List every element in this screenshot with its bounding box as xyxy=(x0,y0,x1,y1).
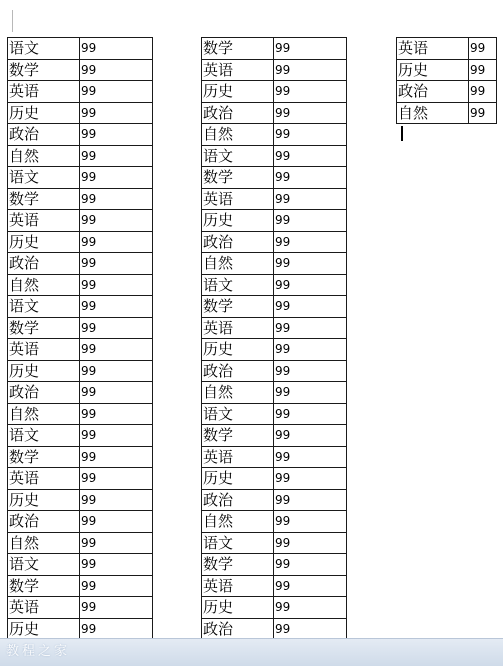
score-cell[interactable]: 99 xyxy=(274,339,347,361)
table-row xyxy=(202,339,347,361)
score-cell[interactable]: 99 xyxy=(274,489,347,511)
score-table-column-2 xyxy=(201,37,347,640)
score-cell[interactable]: 99 xyxy=(80,618,153,640)
subject-cell[interactable]: 政治 xyxy=(202,360,274,382)
score-cell[interactable]: 99 xyxy=(80,38,153,60)
score-cell[interactable]: 99 xyxy=(80,339,153,361)
table-row xyxy=(202,188,347,210)
table-row xyxy=(202,145,347,167)
subject-cell[interactable]: 英语 xyxy=(202,59,274,81)
subject-cell[interactable]: 英语 xyxy=(202,575,274,597)
subject-cell[interactable]: 自然 xyxy=(8,274,80,296)
subject-cell[interactable]: 历史 xyxy=(8,489,80,511)
table-row xyxy=(202,124,347,146)
subject-cell[interactable]: 历史 xyxy=(8,231,80,253)
table-row xyxy=(202,511,347,533)
subject-cell[interactable]: 历史 xyxy=(8,618,80,640)
table-row xyxy=(8,81,153,103)
table-row xyxy=(8,382,153,404)
subject-cell[interactable]: 自然 xyxy=(202,124,274,146)
subject-cell[interactable]: 数学 xyxy=(202,554,274,576)
table-row xyxy=(8,59,153,81)
table-row xyxy=(202,382,347,404)
subject-cell[interactable]: 英语 xyxy=(397,38,469,60)
subject-cell[interactable]: 历史 xyxy=(8,102,80,124)
score-cell[interactable]: 99 xyxy=(274,382,347,404)
score-cell[interactable]: 99 xyxy=(274,145,347,167)
subject-cell[interactable]: 英语 xyxy=(202,446,274,468)
score-cell[interactable]: 99 xyxy=(469,102,497,124)
score-cell[interactable]: 99 xyxy=(469,81,497,103)
table-row xyxy=(8,446,153,468)
subject-cell[interactable]: 数学 xyxy=(202,167,274,189)
table-row xyxy=(8,575,153,597)
subject-cell[interactable]: 语文 xyxy=(202,403,274,425)
subject-cell[interactable]: 历史 xyxy=(202,210,274,232)
subject-cell[interactable]: 语文 xyxy=(202,274,274,296)
score-cell[interactable]: 99 xyxy=(80,468,153,490)
table-row xyxy=(202,618,347,640)
table-row xyxy=(202,554,347,576)
table-row xyxy=(8,274,153,296)
table-row xyxy=(202,102,347,124)
subject-cell[interactable]: 政治 xyxy=(8,511,80,533)
subject-cell[interactable]: 政治 xyxy=(202,231,274,253)
table-row xyxy=(202,274,347,296)
subject-cell[interactable]: 自然 xyxy=(8,532,80,554)
table-row xyxy=(8,253,153,275)
score-cell[interactable]: 99 xyxy=(80,317,153,339)
text-cursor[interactable] xyxy=(401,126,403,141)
table-row xyxy=(8,554,153,576)
window-bottom-bar xyxy=(0,638,503,666)
table-row xyxy=(8,38,153,60)
table-row xyxy=(202,425,347,447)
subject-cell[interactable]: 语文 xyxy=(202,145,274,167)
score-cell[interactable]: 99 xyxy=(274,253,347,275)
score-cell[interactable]: 99 xyxy=(274,296,347,318)
table-row xyxy=(8,511,153,533)
subject-cell[interactable]: 历史 xyxy=(202,597,274,619)
score-cell[interactable]: 99 xyxy=(80,360,153,382)
subject-cell[interactable]: 历史 xyxy=(202,81,274,103)
table-row xyxy=(8,403,153,425)
table-row xyxy=(8,425,153,447)
table-row xyxy=(202,360,347,382)
subject-cell[interactable]: 政治 xyxy=(397,81,469,103)
table-row xyxy=(8,210,153,232)
subject-cell[interactable]: 数学 xyxy=(8,59,80,81)
score-cell[interactable]: 99 xyxy=(274,575,347,597)
score-cell[interactable]: 99 xyxy=(80,188,153,210)
subject-cell[interactable]: 英语 xyxy=(8,468,80,490)
subject-cell[interactable]: 数学 xyxy=(202,425,274,447)
score-cell[interactable]: 99 xyxy=(80,274,153,296)
table-row xyxy=(8,188,153,210)
table-row xyxy=(8,124,153,146)
subject-cell[interactable]: 语文 xyxy=(8,38,80,60)
score-cell[interactable]: 99 xyxy=(274,231,347,253)
table-row xyxy=(8,597,153,619)
table-row xyxy=(202,446,347,468)
subject-cell[interactable]: 数学 xyxy=(202,38,274,60)
score-cell[interactable]: 99 xyxy=(274,188,347,210)
score-cell[interactable]: 99 xyxy=(80,124,153,146)
subject-cell[interactable]: 自然 xyxy=(8,403,80,425)
score-cell[interactable]: 99 xyxy=(80,575,153,597)
score-cell[interactable]: 99 xyxy=(80,511,153,533)
subject-cell[interactable]: 语文 xyxy=(8,425,80,447)
score-cell[interactable]: 99 xyxy=(80,403,153,425)
subject-cell[interactable]: 英语 xyxy=(8,81,80,103)
subject-cell[interactable]: 语文 xyxy=(8,554,80,576)
score-cell[interactable]: 99 xyxy=(274,360,347,382)
table-row xyxy=(202,59,347,81)
subject-cell[interactable]: 历史 xyxy=(202,339,274,361)
score-cell[interactable]: 99 xyxy=(274,446,347,468)
table-row xyxy=(202,489,347,511)
table-row xyxy=(8,231,153,253)
subject-cell[interactable]: 英语 xyxy=(8,339,80,361)
subject-cell[interactable]: 政治 xyxy=(202,489,274,511)
score-table-column-3 xyxy=(396,37,497,124)
table-row xyxy=(202,296,347,318)
subject-cell[interactable]: 数学 xyxy=(8,575,80,597)
score-cell[interactable]: 99 xyxy=(274,618,347,640)
subject-cell[interactable]: 英语 xyxy=(202,188,274,210)
table-row xyxy=(397,102,497,124)
score-cell[interactable]: 99 xyxy=(469,38,497,60)
table-row xyxy=(202,231,347,253)
table-row xyxy=(8,339,153,361)
score-cell[interactable]: 99 xyxy=(274,317,347,339)
score-cell[interactable]: 99 xyxy=(80,145,153,167)
table-row xyxy=(8,468,153,490)
score-cell[interactable]: 99 xyxy=(274,167,347,189)
table-row xyxy=(8,145,153,167)
score-cell[interactable]: 99 xyxy=(274,102,347,124)
watermark-text: 教程之家 xyxy=(6,644,71,659)
subject-cell[interactable]: 政治 xyxy=(202,618,274,640)
score-cell[interactable]: 99 xyxy=(469,59,497,81)
score-cell[interactable]: 99 xyxy=(80,489,153,511)
score-cell[interactable]: 99 xyxy=(80,296,153,318)
score-cell[interactable]: 99 xyxy=(80,382,153,404)
subject-cell[interactable]: 数学 xyxy=(8,446,80,468)
subject-cell[interactable]: 语文 xyxy=(8,167,80,189)
score-cell[interactable]: 99 xyxy=(80,167,153,189)
score-cell[interactable]: 99 xyxy=(80,59,153,81)
score-cell[interactable]: 99 xyxy=(274,425,347,447)
score-cell[interactable]: 99 xyxy=(274,210,347,232)
subject-cell[interactable]: 数学 xyxy=(8,188,80,210)
score-cell[interactable]: 99 xyxy=(80,210,153,232)
table-row xyxy=(397,81,497,103)
score-cell[interactable]: 99 xyxy=(274,124,347,146)
score-cell[interactable]: 99 xyxy=(274,532,347,554)
table-row xyxy=(8,618,153,640)
score-cell[interactable]: 99 xyxy=(274,274,347,296)
subject-cell[interactable]: 政治 xyxy=(8,253,80,275)
table-row xyxy=(397,59,497,81)
score-cell[interactable]: 99 xyxy=(80,554,153,576)
table-row xyxy=(202,317,347,339)
score-table-column-1 xyxy=(7,37,153,640)
margin-corner-mark xyxy=(12,10,13,32)
subject-cell[interactable]: 英语 xyxy=(8,210,80,232)
subject-cell[interactable]: 数学 xyxy=(202,296,274,318)
table-row xyxy=(202,575,347,597)
score-cell[interactable]: 99 xyxy=(274,59,347,81)
score-cell[interactable]: 99 xyxy=(80,446,153,468)
subject-cell[interactable]: 自然 xyxy=(202,253,274,275)
table-row xyxy=(397,38,497,60)
table-row xyxy=(8,317,153,339)
table-row xyxy=(8,167,153,189)
subject-cell[interactable]: 历史 xyxy=(202,468,274,490)
subject-cell[interactable]: 自然 xyxy=(202,382,274,404)
score-cell[interactable]: 99 xyxy=(80,425,153,447)
score-cell[interactable]: 99 xyxy=(80,81,153,103)
table-row xyxy=(8,532,153,554)
subject-cell[interactable]: 自然 xyxy=(202,511,274,533)
subject-cell[interactable]: 自然 xyxy=(397,102,469,124)
score-cell[interactable]: 99 xyxy=(274,468,347,490)
score-cell[interactable]: 99 xyxy=(274,597,347,619)
score-cell[interactable]: 99 xyxy=(80,597,153,619)
subject-cell[interactable]: 语文 xyxy=(8,296,80,318)
table-row xyxy=(8,102,153,124)
table-row xyxy=(202,403,347,425)
subject-cell[interactable]: 自然 xyxy=(8,145,80,167)
table-row xyxy=(202,468,347,490)
subject-cell[interactable]: 政治 xyxy=(8,382,80,404)
score-cell[interactable]: 99 xyxy=(274,554,347,576)
score-cell[interactable]: 99 xyxy=(80,102,153,124)
table-row xyxy=(202,253,347,275)
subject-cell[interactable]: 英语 xyxy=(202,317,274,339)
table-row xyxy=(202,597,347,619)
subject-cell[interactable]: 政治 xyxy=(202,102,274,124)
score-cell[interactable]: 99 xyxy=(80,253,153,275)
score-cell[interactable]: 99 xyxy=(274,511,347,533)
table-row xyxy=(8,489,153,511)
subject-cell[interactable]: 政治 xyxy=(8,124,80,146)
subject-cell[interactable]: 数学 xyxy=(8,317,80,339)
table-row xyxy=(202,38,347,60)
table-row xyxy=(202,81,347,103)
score-cell[interactable]: 99 xyxy=(80,532,153,554)
score-cell[interactable]: 99 xyxy=(274,403,347,425)
subject-cell[interactable]: 英语 xyxy=(8,597,80,619)
table-row xyxy=(202,210,347,232)
score-cell[interactable]: 99 xyxy=(80,231,153,253)
table-row xyxy=(202,167,347,189)
score-cell[interactable]: 99 xyxy=(274,38,347,60)
table-row xyxy=(8,296,153,318)
subject-cell[interactable]: 语文 xyxy=(202,532,274,554)
subject-cell[interactable]: 历史 xyxy=(397,59,469,81)
table-row xyxy=(202,532,347,554)
score-cell[interactable]: 99 xyxy=(274,81,347,103)
subject-cell[interactable]: 历史 xyxy=(8,360,80,382)
table-row xyxy=(8,360,153,382)
